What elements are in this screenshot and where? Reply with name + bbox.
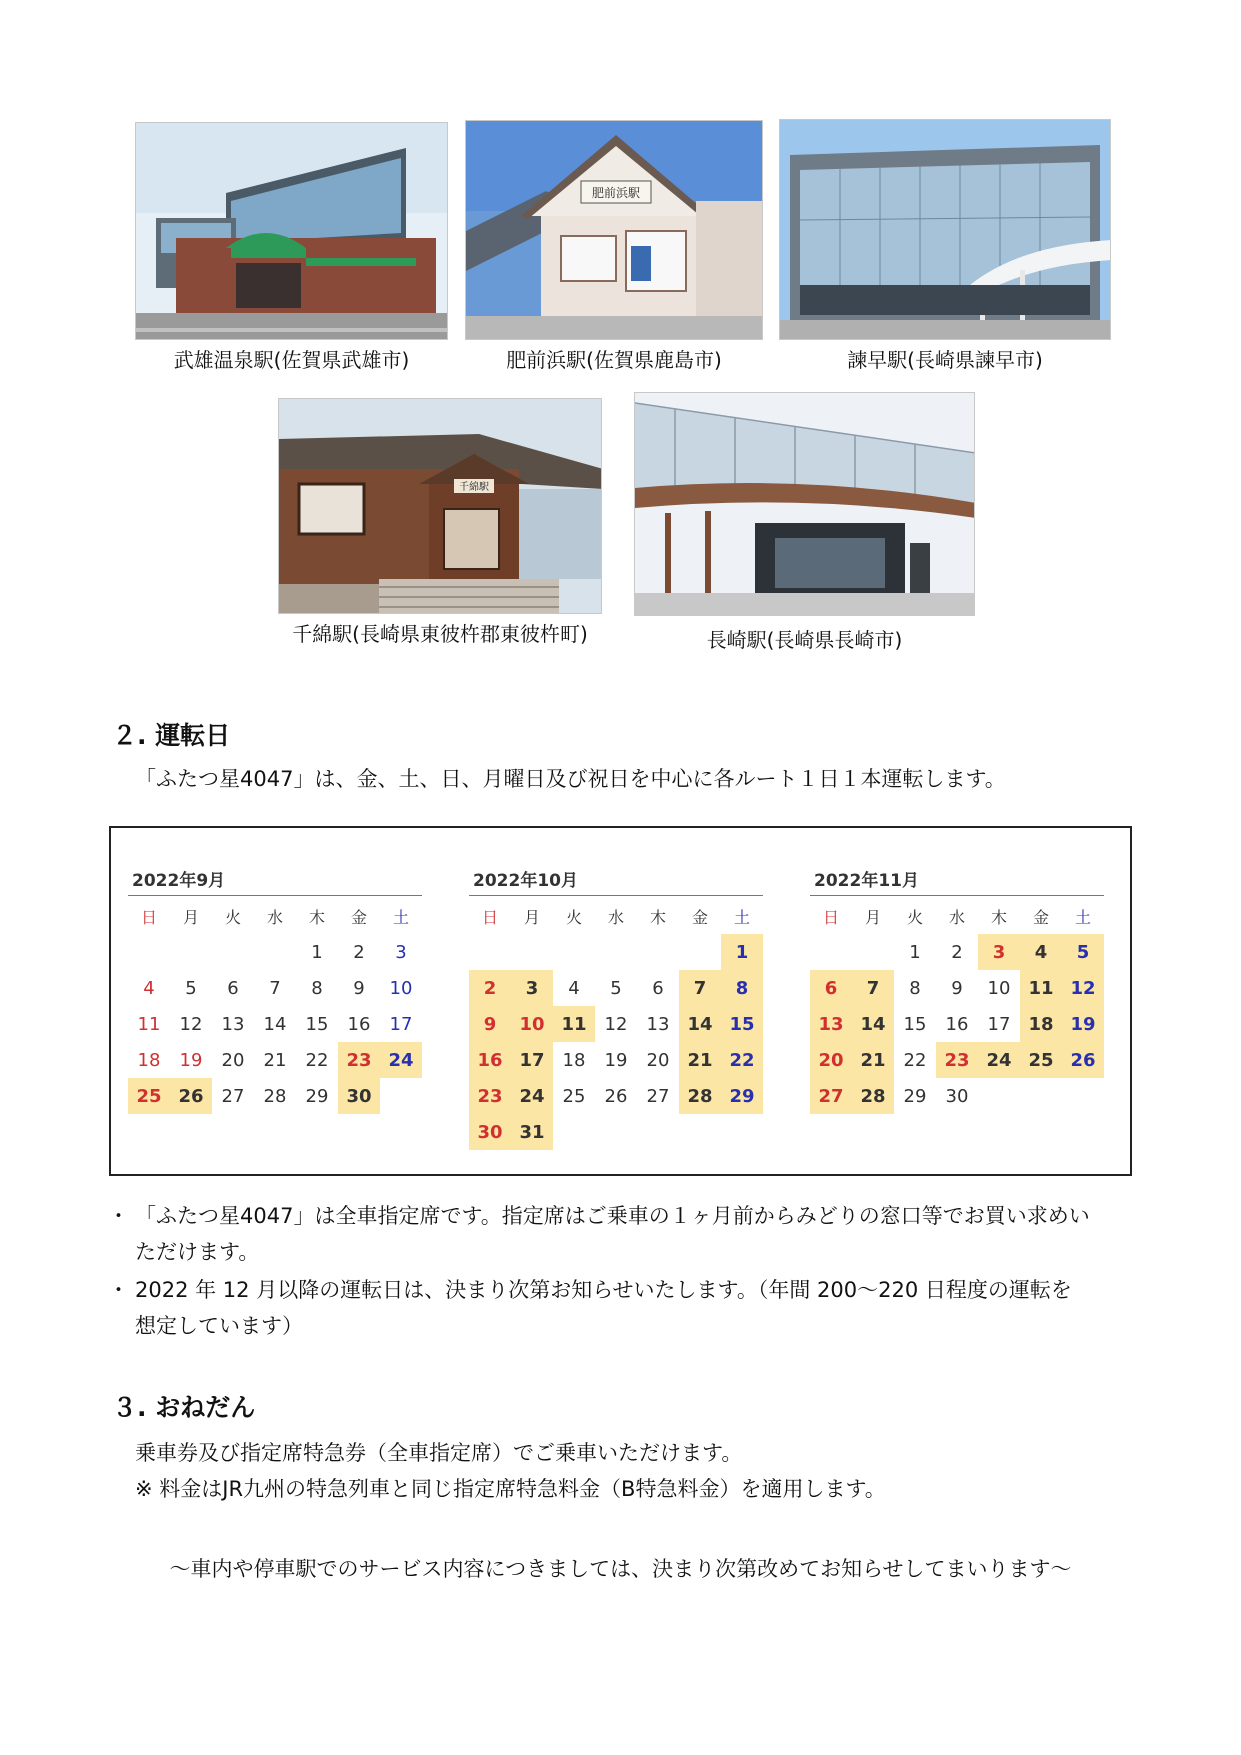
calendar-day: 14 [263,1013,287,1035]
section2-intro: 「ふたつ星4047」は、金、土、日、月曜日及び祝日を中心に各ルート１日１本運転します。 [135,767,1006,791]
calendar-day: 5 [610,977,622,999]
calendar-day: 8 [721,970,763,1006]
calendar-day: 29 [305,1085,329,1107]
nagasaki-station-illustration [635,393,975,616]
calendar-day: 21 [263,1049,287,1071]
calendar-day: 15 [721,1006,763,1042]
takeo-onsen-station-photo [135,122,448,340]
calendar-day: 13 [810,1006,852,1042]
note-bullet: ・ [108,1278,129,1302]
calendar-day: 11 [553,1006,595,1042]
calendar-day: 10 [389,977,413,999]
weekday-header: 水 [948,907,965,927]
calendar-day: 18 [562,1049,586,1071]
calendar-day: 16 [469,1042,511,1078]
calendar-day: 2 [469,970,511,1006]
calendar-day: 5 [185,977,197,999]
takeo-onsen-station-illustration [136,123,448,340]
note1-line1: 「ふたつ星4047」は全車指定席です。指定席はご乗車の１ヶ月前からみどりの窓口等でお買い求めい [135,1204,1090,1228]
isahaya-station-photo [779,119,1111,340]
calendar-day: 16 [347,1013,371,1035]
calendar-day: 9 [951,977,963,999]
weekday-header: 金 [691,907,708,927]
calendar-day: 19 [604,1049,628,1071]
weekday-header: 木 [990,907,1007,927]
calendar-day: 12 [1062,970,1104,1006]
calendar-day: 18 [1020,1006,1062,1042]
calendar-day: 5 [1062,934,1104,970]
calendar-day: 2 [951,941,963,963]
calendar-day: 28 [852,1078,894,1114]
calendar-day: 7 [852,970,894,1006]
calendar-day: 27 [646,1085,670,1107]
calendar-day: 24 [380,1042,422,1078]
calendar-day: 22 [903,1049,927,1071]
calendar-title: 2022年10月 [473,871,578,891]
calendar-day: 24 [978,1042,1020,1078]
calendar-day: 2 [353,941,365,963]
weekday-header: 火 [565,907,582,927]
calendar-day: 4 [143,977,155,999]
calendar-day: 28 [263,1085,287,1107]
photo-caption-isahaya: 諫早駅(長崎県諫早市) [847,348,1043,372]
calendar-day: 12 [604,1013,628,1035]
calendar-day: 23 [469,1078,511,1114]
calendar-day: 16 [945,1013,969,1035]
calendar-day: 1 [721,934,763,970]
calendar-day: 27 [810,1078,852,1114]
calendar-day: 15 [305,1013,329,1035]
calendar-day: 26 [170,1078,212,1114]
calendar-day: 17 [987,1013,1011,1035]
calendar-day: 10 [987,977,1011,999]
weekday-header: 水 [607,907,624,927]
calendar-day: 30 [338,1078,380,1114]
photo-caption-takeo: 武雄温泉駅(佐賀県武雄市) [173,348,410,372]
calendar-day: 25 [128,1078,170,1114]
calendar-day: 9 [469,1006,511,1042]
calendar-day: 1 [311,941,323,963]
section3-line2: ※ 料金はJR九州の特急列車と同じ指定席特急料金（B特急料金）を適用します。 [135,1477,886,1501]
calendar-day: 18 [137,1049,161,1071]
calendar-day: 17 [511,1042,553,1078]
calendar-day: 1 [909,941,921,963]
calendar-title: 2022年11月 [814,871,919,891]
weekday-header: 土 [1074,907,1091,927]
note-bullet: ・ [108,1204,129,1228]
calendar-day: 26 [1062,1042,1104,1078]
calendar-day: 8 [909,977,921,999]
weekday-header: 月 [523,907,540,927]
section3-line1: 乗車券及び指定席特急券（全車指定席）でご乗車いただけます。 [135,1441,743,1465]
calendar-day: 24 [511,1078,553,1114]
calendar-day: 7 [269,977,281,999]
calendar-day: 3 [395,941,407,963]
hizen-hama-station-photo [465,120,763,340]
calendar-day: 22 [721,1042,763,1078]
weekday-header: 水 [266,907,283,927]
calendar-day: 12 [179,1013,203,1035]
calendar-title: 2022年9月 [132,871,226,891]
calendar-day: 22 [305,1049,329,1071]
calendar-day: 4 [568,977,580,999]
weekday-header: 金 [1032,907,1049,927]
closing-message: ～車内や停車駅でのサービス内容につきましては、決まり次第改めてお知らせしてまいります～ [169,1557,1072,1581]
weekday-header: 木 [308,907,325,927]
weekday-header: 土 [392,907,409,927]
weekday-header: 火 [906,907,923,927]
calendar-divider [810,895,1104,896]
calendar-day: 6 [227,977,239,999]
hizen-hama-sign: 肥前浜駅 [591,186,641,200]
calendar-day: 17 [389,1013,413,1035]
calendar-day: 11 [137,1013,161,1035]
calendar-day: 9 [353,977,365,999]
weekday-header: 日 [481,907,498,927]
weekday-header: 月 [864,907,881,927]
calendar-day: 8 [311,977,323,999]
calendar-day: 30 [945,1085,969,1107]
operating-calendar [109,826,1132,1176]
calendar-day: 11 [1020,970,1062,1006]
photo-caption-hizen-hama: 肥前浜駅(佐賀県鹿島市) [506,348,722,372]
calendar-day: 14 [679,1006,721,1042]
calendar-day: 21 [679,1042,721,1078]
section3-heading: ３. おねだん [112,1393,256,1422]
weekday-header: 金 [350,907,367,927]
chiwata-station-illustration [279,399,602,614]
calendar-day: 3 [978,934,1020,970]
calendar-day: 23 [338,1042,380,1078]
weekday-header: 日 [822,907,839,927]
calendar-day: 20 [810,1042,852,1078]
note2-line1: 2022 年 12 月以降の運転日は、決まり次第お知らせいたします。（年間 200～220 日程度の運転を [135,1278,1072,1302]
calendar-divider [128,895,422,896]
note1-line2: ただけます。 [135,1240,260,1264]
calendar-day: 25 [1020,1042,1062,1078]
calendar-day: 26 [604,1085,628,1107]
calendar-day: 31 [511,1114,553,1150]
calendar-day: 14 [852,1006,894,1042]
calendar-day: 6 [652,977,664,999]
calendar-day: 6 [810,970,852,1006]
calendar-day: 21 [852,1042,894,1078]
weekday-header: 木 [649,907,666,927]
calendar-day: 4 [1020,934,1062,970]
calendar-day: 13 [646,1013,670,1035]
calendar-day: 30 [469,1114,511,1150]
calendar-divider [469,895,763,896]
calendar-day: 25 [562,1085,586,1107]
note2-line2: 想定しています） [135,1314,303,1338]
calendar-day: 28 [679,1078,721,1114]
calendar-day: 19 [1062,1006,1104,1042]
calendar-day: 3 [511,970,553,1006]
calendar-day: 13 [221,1013,245,1035]
weekday-header: 日 [140,907,157,927]
weekday-header: 月 [182,907,199,927]
calendar-day: 20 [221,1049,245,1071]
calendar-day: 15 [903,1013,927,1035]
nagasaki-station-photo [634,392,975,616]
calendar-day: 27 [221,1085,245,1107]
chiwata-station-photo [278,398,602,614]
calendar-day: 7 [679,970,721,1006]
photo-caption-nagasaki: 長崎駅(長崎県長崎市) [706,628,903,652]
weekday-header: 火 [224,907,241,927]
calendar-day: 29 [903,1085,927,1107]
weekday-header: 土 [733,907,750,927]
calendar-day: 29 [721,1078,763,1114]
photo-caption-chiwata: 千綿駅(長崎県東彼杵郡東彼杵町) [292,622,588,646]
calendar-day: 10 [511,1006,553,1042]
calendar-day: 23 [936,1042,978,1078]
isahaya-station-illustration [780,120,1111,340]
section2-heading: ２. 運転日 [112,721,231,750]
calendar-day: 19 [179,1049,203,1071]
calendar-day: 20 [646,1049,670,1071]
chiwata-sign: 千綿駅 [459,482,489,493]
hizen-hama-station-illustration [466,121,763,340]
